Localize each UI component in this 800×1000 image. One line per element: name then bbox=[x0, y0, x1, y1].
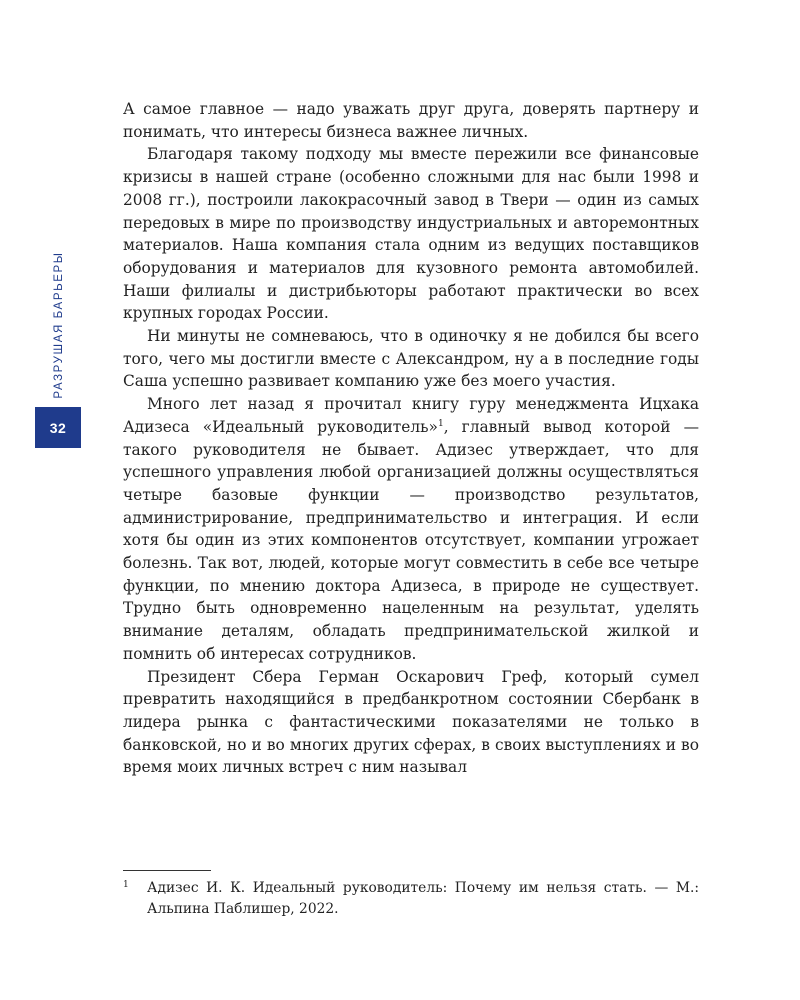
paragraph: Президент Сбера Герман Оскарович Греф, который сумел превратить находящийся в предбанкротном состоянии Сбербанк в лидера рынка с фантастическими показателями не только в банковской, но и во многих других сферах, в своих выступлениях и во время моих личных встреч с ним называл bbox=[123, 667, 699, 777]
footnote bbox=[123, 878, 699, 920]
paragraph bbox=[123, 393, 699, 665]
footnote-mark: 1 bbox=[123, 880, 129, 890]
paragraph: Ни минуты не сомневаюсь, что в одиночку я не добился бы всего того, чего мы достигли вместе с Александром, ну а в последние годы Саша успешно развивает компанию уже без моего участия. bbox=[123, 327, 699, 391]
paragraph-text: Много лет назад я прочитал книгу гуру менеджмента Ицхака Адизеса «Идеальный руководитель» bbox=[123, 395, 699, 436]
footnote-divider bbox=[123, 870, 211, 871]
paragraph: А самое главное — надо уважать друг друга, доверять партнеру и понимать, что интересы бизнеса важнее личных. bbox=[123, 100, 699, 141]
running-head bbox=[52, 250, 66, 400]
page-number-tab bbox=[35, 407, 81, 448]
paragraph: Благодаря такому подходу мы вместе пережили все финансовые кризисы в нашей стране (особенно сложными для нас были 1998 и 2008 гг.), построили лакокрасочный завод в Твери — один из самых передовых в мире по производству индустриальных и авторемонтных материалов. Наша компания стала одним из ведущих поставщиков оборудования и материалов для кузовного ремонта автомобилей. Наши филиалы и дистрибьюторы работают практически во всех крупных городах России. bbox=[123, 145, 699, 323]
page-number: 32 bbox=[49, 419, 67, 436]
footnote-reference: 1 bbox=[437, 418, 444, 429]
body-text bbox=[123, 98, 699, 779]
running-head-text: РАЗРУШАЯ БАРЬЕРЫ bbox=[53, 251, 65, 399]
paragraph-text: , главный вывод которой — такого руководителя не бывает. Адизес утверждает, что для успешного управления любой организацией должны осуществляться четыре базовые функции — производство результатов, администрирование, предпринимательство и интеграция. И если хотя бы один из этих компонентов отсутствует, компании угрожает болезнь. Так вот, людей, которые могут совместить в себе все четыре функции, по мнению доктора Адизеса, в природе не существует. Трудно быть одновременно нацеленным на результат, уделять внимание деталям, обладать предпринимательской жилкой и помнить об интересах сотрудников. bbox=[123, 417, 699, 663]
footnote-text: Адизес И. К. Идеальный руководитель: Почему им нельзя стать. — М.: Альпина Паблишер, 2022. bbox=[147, 880, 699, 917]
